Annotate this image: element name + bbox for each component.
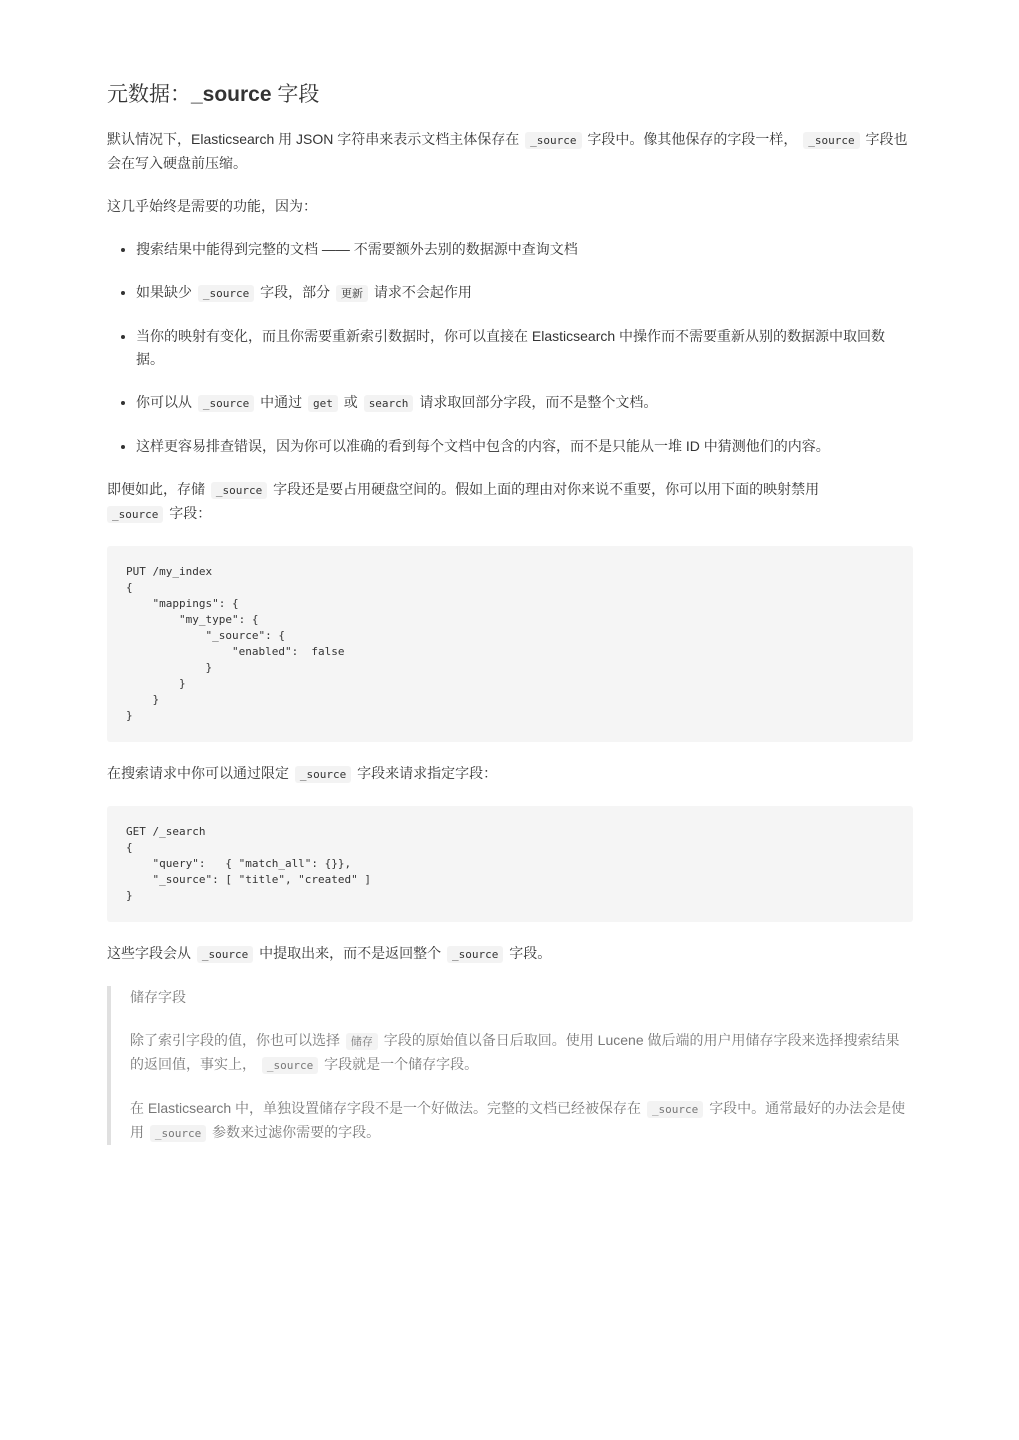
- intro-paragraph: [107, 128, 913, 175]
- paragraph-text: 即便如此，存储: [107, 481, 205, 497]
- list-item-text: 当你的映射有变化，而且你需要重新索引数据时，你可以直接在 Elasticsearch 中操作而不需要重新从别的数据源中取回数据。: [136, 328, 886, 367]
- page-title: [107, 80, 913, 110]
- note-title: 储存字段: [130, 989, 186, 1005]
- paragraph-text: 参数来过滤你需要的字段。: [212, 1124, 381, 1140]
- paragraph-text: 字段来请求指定字段：: [357, 765, 498, 781]
- code-block-search: GET /_search { "query": { "match_all": {}}, "_source": [ "title", "created" ] }: [107, 806, 913, 922]
- list-item: [136, 391, 913, 415]
- paragraph-text: 除了索引字段的值，你也可以选择: [130, 1032, 340, 1048]
- inline-code: _source: [211, 482, 267, 499]
- paragraph-text: 这些字段会从: [107, 945, 191, 961]
- list-item-text: 中通过: [260, 394, 303, 410]
- inline-code: _source: [803, 132, 859, 149]
- list-item-text: 字段，部分: [260, 284, 331, 300]
- code-block-mapping: PUT /my_index { "mappings": { "my_type": { "_source": { "enabled": false } } } }: [107, 546, 913, 742]
- list-item: [136, 435, 913, 458]
- paragraph-text: 字段：: [169, 505, 212, 521]
- list-item-text: 请求取回部分字段，而不是整个文档。: [419, 394, 658, 410]
- intro-text-2: 字段中。像其他保存的字段一样，: [587, 131, 798, 147]
- note-paragraph-1: [130, 1029, 913, 1077]
- inline-code: _source: [150, 1125, 206, 1142]
- paragraph-text: 在搜索请求中你可以通过限定: [107, 765, 289, 781]
- reasons-intro: 这几乎始终是需要的功能，因为：: [107, 198, 317, 214]
- inline-code: _source: [447, 946, 503, 963]
- inline-code: _source: [295, 766, 351, 783]
- list-item-text: 这样更容易排查错误，因为你可以准确的看到每个文档中包含的内容，而不是只能从一堆 ID 中猜测他们的内容。: [136, 438, 830, 454]
- inline-code: _source: [107, 506, 163, 523]
- page-title-prefix: 元数据：: [107, 83, 191, 106]
- inline-code: _source: [197, 946, 253, 963]
- list-item-text: 或: [343, 394, 358, 410]
- paragraph-text: 中提取出来，而不是返回整个: [259, 945, 442, 961]
- search-paragraph: [107, 762, 913, 786]
- list-item: [136, 281, 913, 305]
- paragraph-text: 字段。: [509, 945, 552, 961]
- inline-code: _source: [647, 1101, 703, 1118]
- inline-code: 更新: [336, 285, 368, 302]
- paragraph-text: 在 Elasticsearch 中，单独设置储存字段不是一个好做法。完整的文档已经被保存在: [130, 1100, 642, 1116]
- paragraph-text: 字段的原始值以备日后取回。使用 Lucene 做后端的用户用储存字段来选择搜索结果的返回值，事实上，: [130, 1032, 900, 1072]
- inline-code: _source: [262, 1057, 318, 1074]
- inline-code: 储存: [346, 1033, 378, 1050]
- stored-fields-note: [107, 986, 913, 1145]
- paragraph-text: 字段中。通常最好的办法会是使用: [130, 1100, 906, 1140]
- reasons-list: [107, 238, 913, 458]
- inline-code: _source: [198, 285, 254, 302]
- list-item-text: 搜索结果中能得到完整的文档 —— 不需要额外去别的数据源中查询文档: [136, 241, 578, 257]
- intro-text-3: 字段也会在写入硬盘前压缩。: [107, 131, 908, 171]
- inline-code: _source: [525, 132, 581, 149]
- intro-text-1: 默认情况下，Elasticsearch 用 JSON 字符串来表示文档主体保存在: [107, 131, 520, 147]
- page-title-code: _source: [191, 83, 272, 106]
- list-item-text: 如果缺少: [136, 284, 192, 300]
- document-page: [107, 80, 913, 1145]
- paragraph-text: 字段就是一个储存字段。: [324, 1056, 479, 1072]
- inline-code: _source: [198, 395, 254, 412]
- extract-paragraph: [107, 942, 913, 966]
- list-item: [136, 238, 913, 261]
- paragraph-text: 字段还是要占用硬盘空间的。假如上面的理由对你来说不重要，你可以用下面的映射禁用: [273, 481, 820, 497]
- note-paragraph-2: [130, 1097, 913, 1145]
- page-title-suffix: 字段: [271, 83, 320, 106]
- disable-paragraph: [107, 478, 913, 526]
- list-item-text: 请求不会起作用: [373, 284, 472, 300]
- list-item: [136, 325, 913, 371]
- list-item-text: 你可以从: [136, 394, 192, 410]
- inline-code: get: [308, 395, 338, 412]
- inline-code: search: [364, 395, 414, 412]
